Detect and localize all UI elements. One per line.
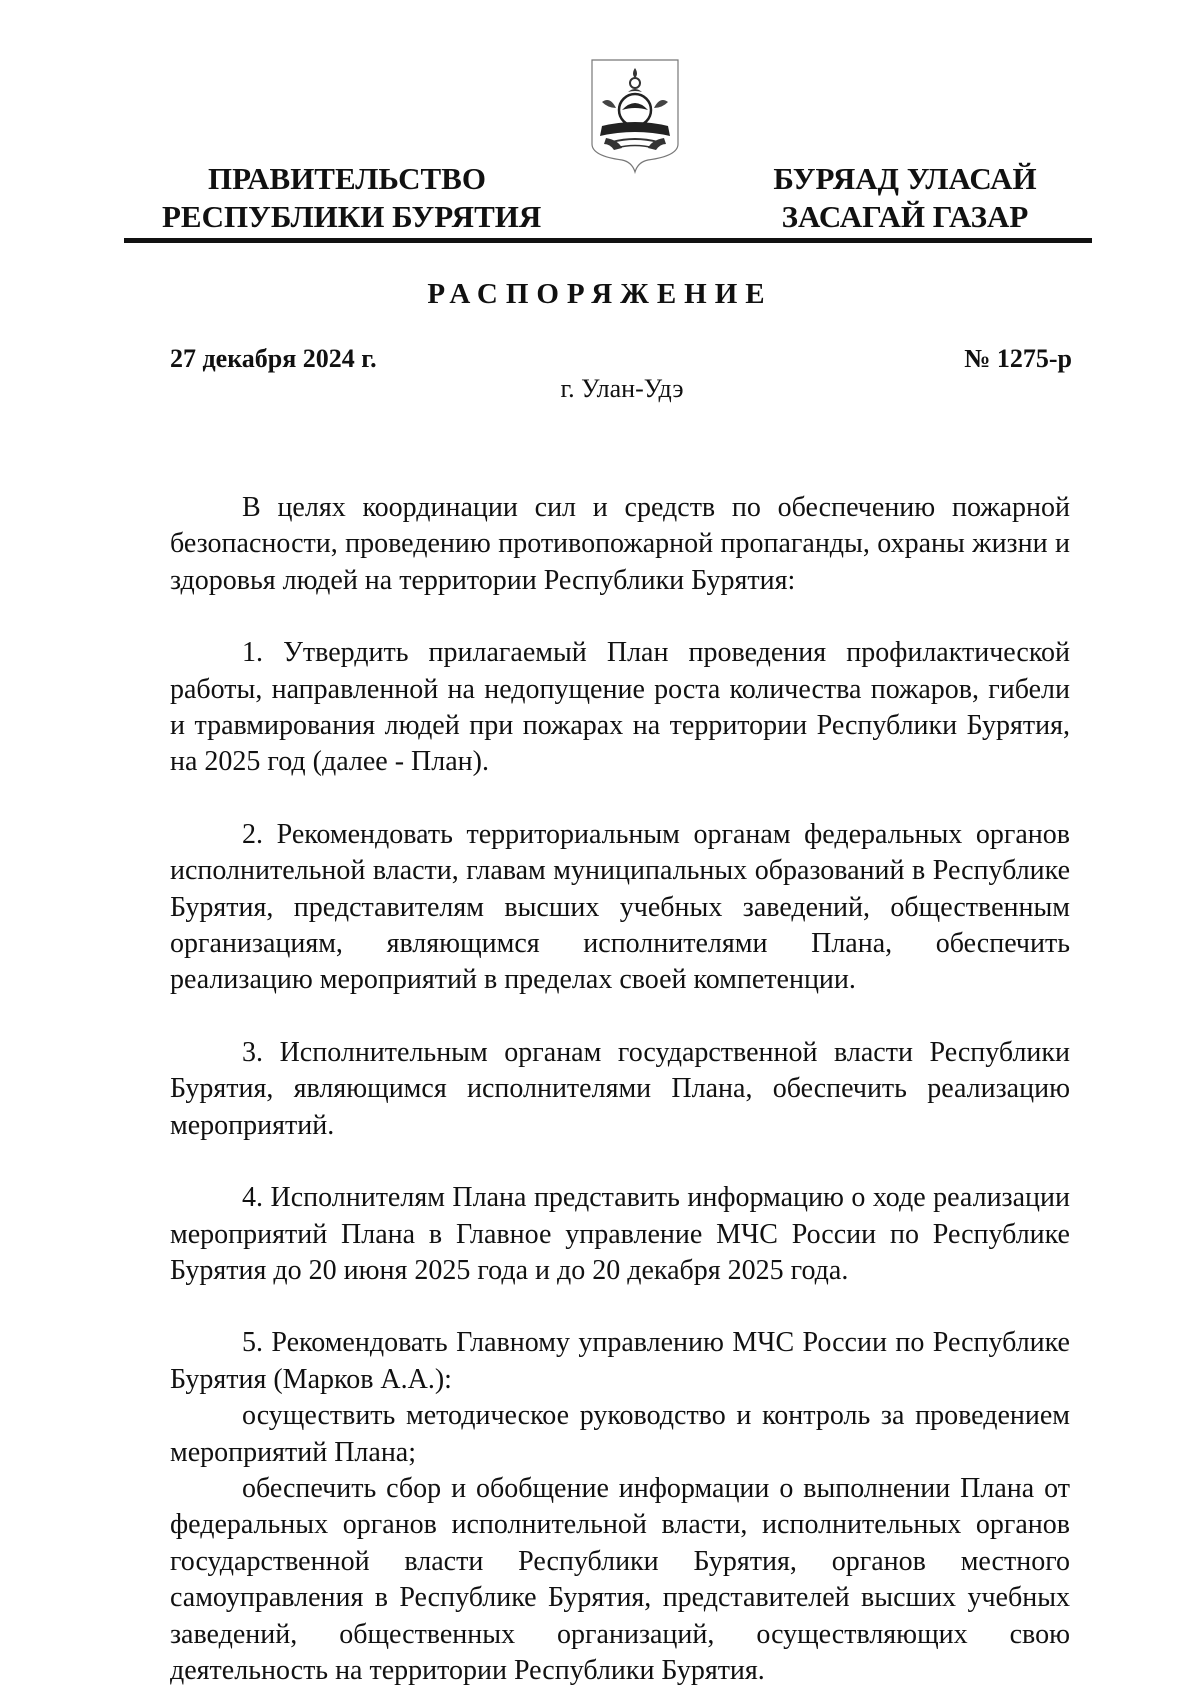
- document-title: РАСПОРЯЖЕНИЕ: [427, 278, 773, 310]
- header-divider: [124, 238, 1092, 243]
- header-left-line1: ПРАВИТЕЛЬСТВО: [208, 161, 486, 196]
- item-5-paragraph: 5. Рекомендовать Главному управлению МЧС России по Республике Бурятия (Марков А.А.):: [170, 1327, 1070, 1395]
- document-city: г. Улан-Удэ: [560, 374, 684, 403]
- item-5a-paragraph: осуществить методическое руководство и контроль за проведением мероприятий Плана;: [170, 1400, 1070, 1468]
- item-1-paragraph: 1. Утвердить прилагаемый План проведения профилактической работы, направленной на недопущение роста количества пожаров, гибели и травмирования людей при пожарах на территории Республики Бурятия, на 2025 год (далее - План).: [170, 637, 1070, 778]
- item-4-paragraph: 4. Исполнителям Плана представить информацию о ходе реализации мероприятий Плана в Главное управление МЧС России по Республике Бурятия до 20 июня 2025 года и до 20 декабря 2025 года.: [170, 1182, 1070, 1286]
- header-left-line2: РЕСПУБЛИКИ БУРЯТИЯ: [162, 199, 542, 234]
- header-right: [745, 160, 1065, 236]
- preamble-paragraph: В целях координации сил и средств по обеспечению пожарной безопасности, проведению противопожарной пропаганды, охраны жизни и здоровья людей на территории Республики Бурятия:: [170, 492, 1070, 596]
- header-right-line2: ЗАСАГАЙ ГАЗАР: [781, 199, 1029, 234]
- item-2-paragraph: 2. Рекомендовать территориальным органам федеральных органов исполнительной власти, главам муниципальных образований в Республике Бурятия, представителям высших учебных заведений, общественным организациям, являющимся исполнителями Плана, обеспечить реализацию мероприятий в пределах своей компетенции.: [170, 818, 1070, 996]
- document-number: № 1275-р: [964, 344, 1072, 373]
- header-right-line1: БУРЯАД УЛАСАЙ: [773, 161, 1037, 196]
- header-left: [162, 160, 542, 236]
- republic-emblem-icon: [588, 56, 682, 174]
- item-5b-paragraph: обеспечить сбор и обобщение информации о выполнении Плана от федеральных органов исполнительной власти, исполнительных органов государственной власти Республики Бурятия, органов местного самоуправления в Республике Бурятия, представителей высших учебных заведений, общественных организаций, осуществляющих свою деятельность на территории Республики Бурятия.: [170, 1472, 1070, 1686]
- item-3-paragraph: 3. Исполнительным органам государственной власти Республики Бурятия, являющимся исполнителями Плана, обеспечить реализацию мероприятий.: [170, 1036, 1070, 1141]
- document-body: [170, 490, 1070, 1689]
- document-date: 27 декабря 2024 г.: [170, 344, 377, 373]
